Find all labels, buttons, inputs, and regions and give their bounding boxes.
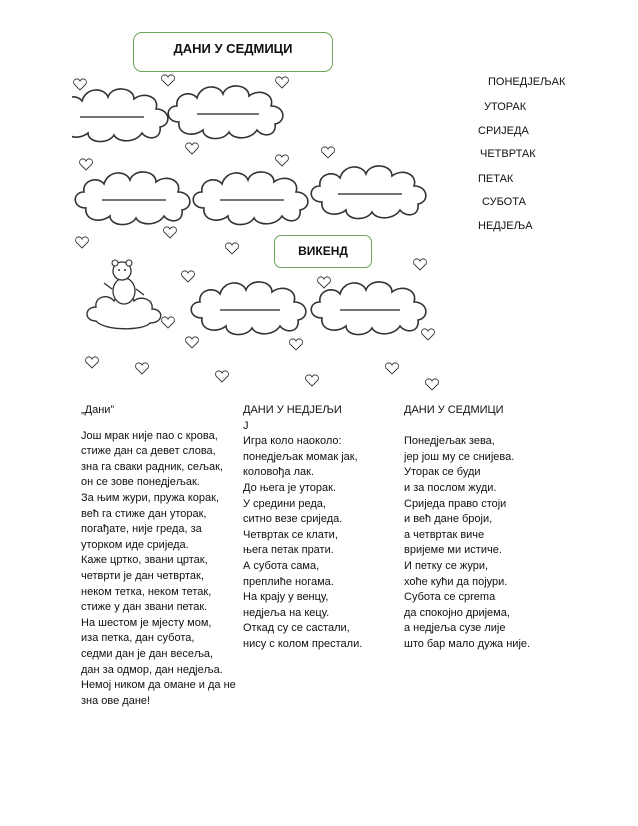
poem-line: На крају у венцу, bbox=[243, 591, 329, 604]
poem-line: вријеме ми истиче. bbox=[404, 544, 502, 557]
day-thursday: ЧЕТВРТАК bbox=[480, 148, 536, 160]
clouds-illustration bbox=[72, 72, 440, 394]
poem-column-1 bbox=[81, 403, 236, 709]
poem-line: да спокојно дријема, bbox=[404, 606, 510, 619]
poem-line: нису с колом престали. bbox=[243, 637, 363, 650]
poem-line: ситно везе сриједа. bbox=[243, 513, 343, 526]
poem-title: „Дани” bbox=[81, 404, 115, 416]
day-friday: ПЕТАК bbox=[478, 173, 514, 185]
poem-line: Каже цртко, звани цртак, bbox=[81, 554, 208, 567]
poem-line: За њим жури, пружа корак, bbox=[81, 491, 220, 504]
cloud-4 bbox=[193, 172, 308, 225]
day-monday: ПОНЕДЈЕЉАК bbox=[488, 76, 566, 88]
poem-line: Ј bbox=[243, 419, 249, 432]
day-saturday: СУБОТА bbox=[482, 196, 526, 208]
cloud-3 bbox=[75, 172, 190, 225]
cloud-1 bbox=[72, 89, 168, 142]
poem-line bbox=[404, 419, 530, 435]
poem-line: До њега је уторак. bbox=[243, 481, 337, 494]
poem-line: он се зове понедјељак. bbox=[81, 476, 200, 489]
poem-title: ДАНИ У СЕДМИЦИ bbox=[404, 404, 504, 416]
poem-line: понедјељак момак јак, bbox=[243, 450, 358, 463]
poem-line: а четвртак виче bbox=[404, 528, 485, 541]
poem-line: уторком иде сриједа. bbox=[81, 538, 189, 551]
poem-line: што бар мало дужа није. bbox=[404, 637, 531, 650]
poem-line: стиже дан са девет слова, bbox=[81, 445, 216, 458]
poem-line: Још мрак није пао с крова, bbox=[81, 429, 218, 442]
poem-line: а недјеља сузе лије bbox=[404, 622, 506, 635]
poem-line: стиже у дан звани петак. bbox=[81, 601, 208, 614]
poem-column-2 bbox=[243, 403, 362, 653]
poem-line: На шестом је мјесту мом, bbox=[81, 616, 212, 629]
poem-column-3 bbox=[404, 403, 530, 653]
poem-line: јер још му се снијева. bbox=[404, 450, 515, 463]
poem-line: Субота се сprema bbox=[404, 591, 496, 604]
poem-line: Уторак се буди bbox=[404, 466, 481, 479]
poem-line: зна га сваки радник, сељак, bbox=[81, 460, 223, 473]
day-tuesday: УТОРАК bbox=[484, 101, 527, 113]
poem-line: хоће кући да појури. bbox=[404, 575, 508, 588]
poem-line: недјеља на кецу. bbox=[243, 606, 330, 619]
poem-line: њега петак прати. bbox=[243, 544, 334, 557]
poem-title: ДАНИ У НЕДЈЕЉИ bbox=[243, 404, 342, 416]
poem-line: седми дан је дан весеља, bbox=[81, 647, 214, 660]
day-sunday: НЕДЈЕЉА bbox=[478, 220, 533, 232]
poem-line: Понедјељак зева, bbox=[404, 435, 495, 448]
poem-line: неком тетка, неком тетак, bbox=[81, 585, 212, 598]
poem-line: Игра коло наоколо: bbox=[243, 435, 342, 448]
bear-on-cloud bbox=[87, 260, 161, 329]
worksheet-title: ДАНИ У СЕДМИЦИ bbox=[133, 32, 333, 72]
cloud-7 bbox=[311, 282, 426, 335]
weekend-label: ВИКЕНД bbox=[274, 235, 372, 268]
poem-line: четврти је дан четвртак, bbox=[81, 569, 204, 582]
poem-line: већ га стиже дан уторак, bbox=[81, 507, 207, 520]
poem-line: коловођа лак. bbox=[243, 466, 315, 479]
poem-line: Откад су се састали, bbox=[243, 622, 350, 635]
day-wednesday: СРИЈЕДА bbox=[478, 125, 529, 137]
poem-line: погађате, није греда, за bbox=[81, 523, 202, 536]
poem-line: У средини реда, bbox=[243, 497, 326, 510]
poem-line: дан за одмор, дан недјеља. bbox=[81, 663, 223, 676]
poem-line: иза петка, дан субота, bbox=[81, 632, 195, 645]
poem-line: Четвртак се клати, bbox=[243, 528, 338, 541]
poem-line: и за послом жуди. bbox=[404, 481, 497, 494]
poem-line: зна ове дане! bbox=[81, 694, 151, 707]
cloud-2 bbox=[168, 86, 283, 139]
poem-line: А субота сама, bbox=[243, 559, 320, 572]
poem-line: и већ дане броји, bbox=[404, 513, 493, 526]
cloud-6 bbox=[191, 282, 306, 335]
poem-line: преплиће ногама. bbox=[243, 575, 334, 588]
poem-line: Немој ником да омане и да не bbox=[81, 679, 236, 692]
poem-line: Сриједа право стоји bbox=[404, 497, 507, 510]
poem-line: И петку се жури, bbox=[404, 559, 489, 572]
cloud-5 bbox=[311, 166, 426, 219]
